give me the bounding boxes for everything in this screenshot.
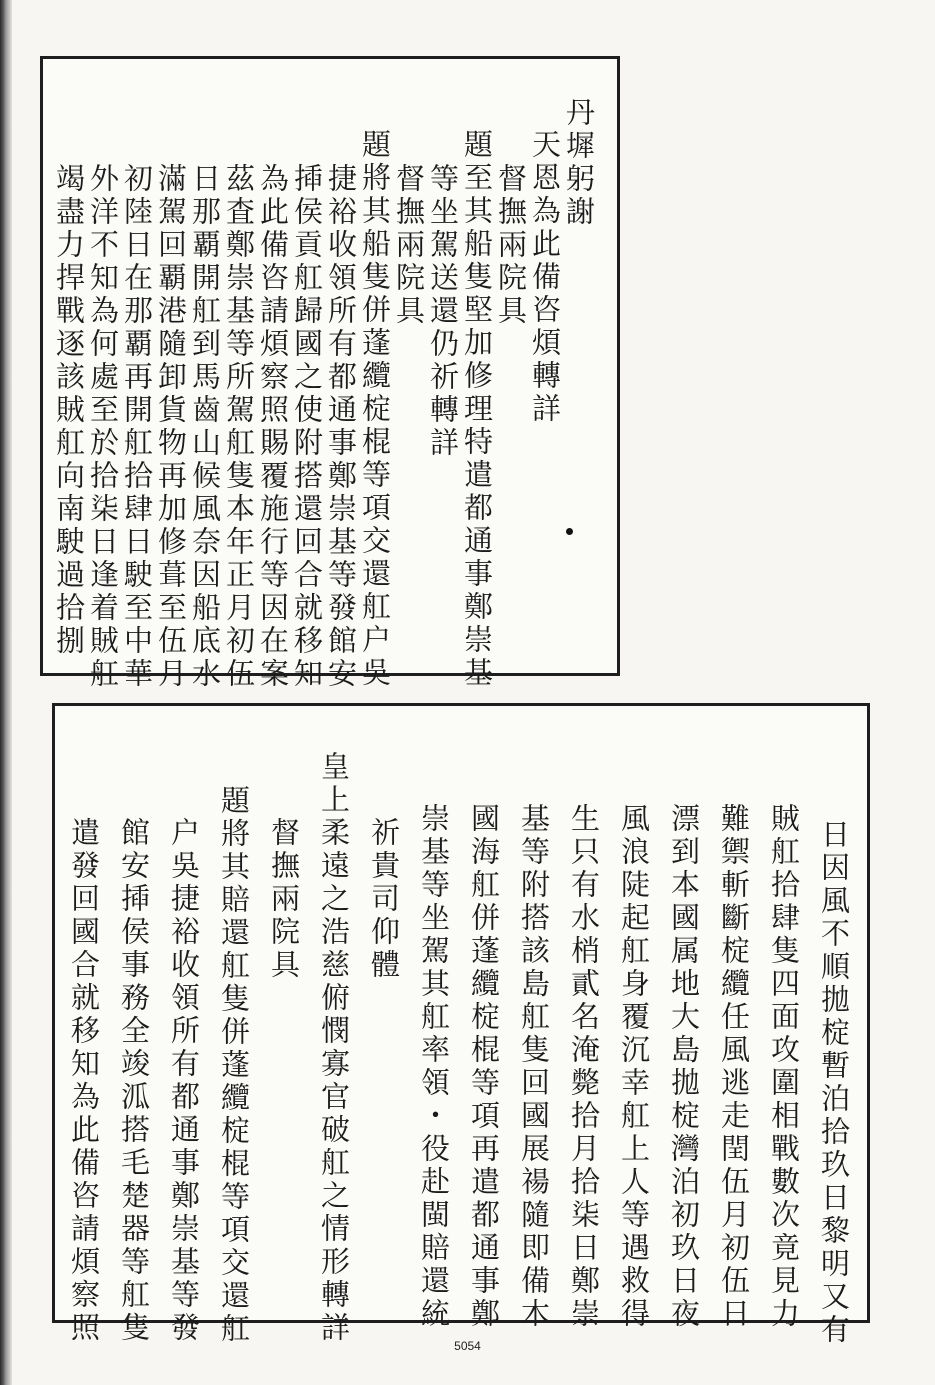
text-column: 皇上柔遠之浩慈俯憫寡官破舡之情形轉詳 (317, 751, 351, 1345)
text-column: 祈貴司仰體 (367, 817, 401, 982)
text-column: 滿駕回覇港隨卸貨物再加修葺至伍月 (154, 163, 188, 691)
text-column: 基等附搭該島舡隻回國展禓隨即備木 (517, 803, 551, 1331)
text-column: 日那覇開舡到馬齒山候風奈因船底水 (188, 163, 222, 691)
text-column: 崇基等坐駕其舡率領・役赴閩賠還統 (417, 803, 451, 1331)
text-column: 外洋不知為何處至於拾柒日逢着賊舡 (86, 163, 120, 691)
text-column: 等坐駕送還仍祈轉詳 (426, 163, 460, 460)
text-column: 督撫兩院具 (494, 163, 528, 328)
text-column: 督撫兩院具 (392, 163, 426, 328)
text-column: 題將其船隻併蓬纜椗棍等項交還舡户吳 (358, 129, 392, 690)
upper-document-panel (40, 56, 620, 691)
text-column: 生只有水梢貳名淹斃拾月拾柒日鄭崇 (567, 803, 601, 1331)
text-column: 日因風不順拋椗暫泊拾玖日黎明又有 (817, 819, 851, 1347)
text-column: 國海舡併蓬纜椗棍等項再遣都通事鄭 (467, 803, 501, 1331)
text-column: 茲査鄭崇基等所駕舡隻本年正月初伍 (222, 163, 256, 691)
text-column: 館安揷侯事務全竣泒搭毛楚器等舡隻 (117, 817, 151, 1345)
text-column: 督撫兩院具 (267, 817, 301, 982)
page-number: 5054 (454, 1339, 481, 1353)
text-column: 初陸日在那覇再開舡拾肆日駛至中華 (120, 163, 154, 691)
text-column: 天恩為此備咨煩轉詳 (528, 129, 562, 426)
text-column: 丹墀躬謝 (562, 97, 596, 229)
text-column: 遣發回國合就移知為此備咨請煩察照 (67, 817, 101, 1345)
text-column: 户吳捷裕收領所有都通事鄭崇基等發 (167, 817, 201, 1345)
text-column: 揷侯貢舡歸國之使附搭還回合就移知 (290, 163, 324, 691)
text-column: 題將其賠還舡隻併蓬纜椗棍等項交還舡 (217, 785, 251, 1346)
text-column: 捷裕收領所有都通事鄭崇基等發館安 (324, 163, 358, 691)
book-binding-edge (0, 0, 12, 1385)
text-column: 竭盡力捍戰逐該賊舡向南駛過拾捌 (52, 163, 86, 658)
text-column: 為此備咨請煩察照賜覆施行等因在案 (256, 163, 290, 691)
ink-dot-mark (566, 528, 573, 535)
text-column: 題至其船隻堅加修理特遣都通事鄭崇基 (460, 129, 494, 690)
text-column: 漂到本國属地大島拋椗灣泊初玖日夜 (667, 803, 701, 1331)
text-column: 風浪陡起舡身覆沉幸舡上人等遇救得 (617, 803, 651, 1331)
text-column: 賊舡拾肆隻四面攻圍相戰數次竟見力 (767, 803, 801, 1331)
text-column: 難禦斬斷椗纜任風逃走閏伍月初伍日 (717, 803, 751, 1331)
